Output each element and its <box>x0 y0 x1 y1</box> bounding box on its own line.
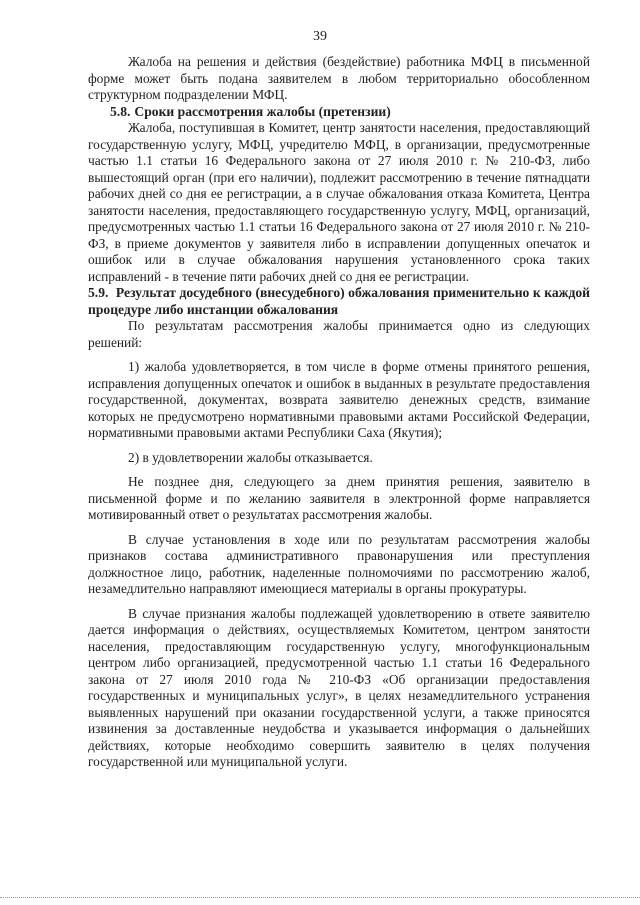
paragraph-satisfaction-info: В случае признания жалобы подлежащей удовлетворению в ответе заявителю дается информация о действиях, осуществляемых Комитетом, центром занятости населения, предоставляющим государственную услугу, многофункциональным центром либо организацией, предусмотренной частью 1.1 статьи 16 Федерального закона от 27 июля 2010 года № 210-ФЗ «Об организации предоставления государственных и муниципальных услуг», в целях незамедлительного устранения выявленных нарушений при оказании государственной услуги, а также приносятся извинения за доставленные неудобства и указывается информация о дальнейших действиях, которые необходимо совершить заявителю в целях получения государственной или муниципальной услуги. <box>88 605 590 769</box>
paragraph-decision-2: 2) в удовлетворении жалобы отказывается. <box>128 449 373 465</box>
paragraph-decision-1: 1) жалоба удовлетворяется, в том числе в форме отмены принятого решения, исправления допущенных опечаток и ошибок в выданных в результате предоставления государственной, документах, возврата заявителю денежных средств, взимание которых не предусмотрено нормативными правовыми актами Российской Федерации, нормативными правовыми актами Республики Саха (Якутия); <box>88 359 590 440</box>
paragraph-review-terms: Жалоба, поступившая в Комитет, центр занятости населения, предоставляющий государственную услугу, МФЦ, учредителю МФЦ, в организации, предусмотренные частью 1.1 статьи 16 Федерального закона от 27 июля 2010 г. № 210-ФЗ, либо вышестоящий орган (при его наличии), подлежит рассмотрению в течение пятнадцати рабочих дней со дня ее регистрации, а в случае обжалования отказа Комитета, Центра занятости населения, предоставляющего государственную услугу, МФЦ, организаций, предусмотренных частью 1.1 статьи 16 Федерального закона от 27 июля 2010 г. № 210-ФЗ, в приеме документов у заявителя либо в исправлении допущенных опечаток и ошибок или в случае обжалования нарушения установленного срока таких исправлений - в течение пяти рабочих дней со дня ее регистрации. <box>88 120 590 284</box>
paragraph-decisions-intro: По результатам рассмотрения жалобы принимается одно из следующих решений: <box>88 318 590 350</box>
section-title: Сроки рассмотрения жалобы (претензии) <box>134 103 391 119</box>
section-title: Результат досудебного (внесудебного) обжалования применительно к каждой процедуре либо инстанции обжалования <box>88 285 590 317</box>
section-heading-5-9 <box>88 285 590 318</box>
section-number: 5.9. <box>88 285 109 300</box>
section-number: 5.8. <box>110 103 131 119</box>
section-heading-5-8 <box>88 104 590 121</box>
paragraph-response-deadline: Не позднее дня, следующего за днем принятия решения, заявителю в письменной форме и по желанию заявителя в электронной форме направляется мотивированный ответ о результатах рассмотрения жалобы. <box>88 474 590 522</box>
paragraph-prosecution: В случае установления в ходе или по результатам рассмотрения жалобы признаков состава административного правонарушения или преступления должностное лицо, работник, наделенные полномочиями по рассмотрению жалоб, незамедлительно направляют имеющиеся материалы в органы прокуратуры. <box>88 531 590 596</box>
bottom-divider <box>0 897 640 898</box>
paragraph-complaint-mfc: Жалоба на решения и действия (бездействие) работника МФЦ в письменной форме может быть подана заявителем в любом территориально обособленном структурном подразделении МФЦ. <box>88 54 590 102</box>
page-number: 39 <box>313 29 327 44</box>
document-body <box>88 54 590 771</box>
